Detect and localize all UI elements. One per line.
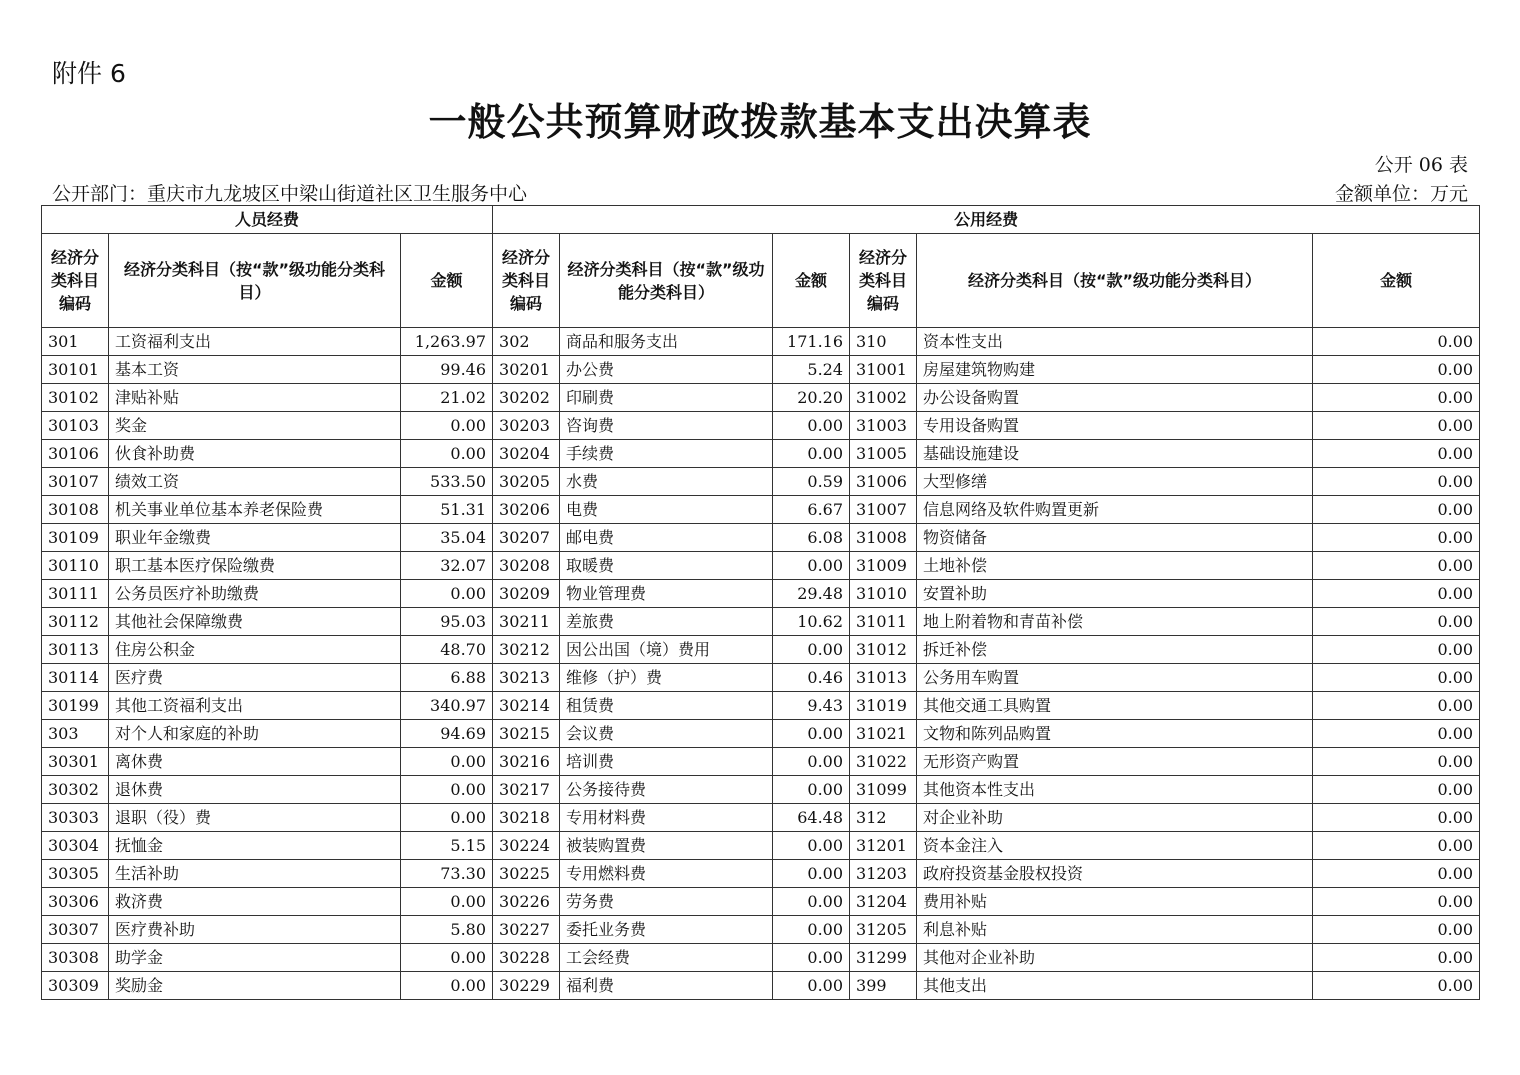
code-cell: 30111 [42,580,109,608]
name-cell: 安置补助 [917,580,1313,608]
code-cell: 31002 [850,384,917,412]
code-cell: 31012 [850,636,917,664]
code-cell: 31299 [850,944,917,972]
name-cell: 租赁费 [560,692,773,720]
amount-cell: 9.43 [773,692,850,720]
table-row [42,720,1480,748]
amount-cell: 0.00 [1313,412,1480,440]
name-cell: 公务用车购置 [917,664,1313,692]
name-cell: 邮电费 [560,524,773,552]
code-cell: 30206 [493,496,560,524]
code-cell: 30201 [493,356,560,384]
amount-cell: 0.00 [1313,944,1480,972]
amount-cell: 1,263.97 [401,328,493,356]
col-code-2-header: 经济分类科目编码 [493,234,560,328]
amount-cell: 0.00 [773,720,850,748]
name-cell: 电费 [560,496,773,524]
code-cell: 30211 [493,608,560,636]
name-cell: 抚恤金 [109,832,401,860]
name-cell: 公务员医疗补助缴费 [109,580,401,608]
name-cell: 咨询费 [560,412,773,440]
table-row [42,412,1480,440]
amount-cell: 0.00 [773,440,850,468]
amount-cell: 0.00 [1313,608,1480,636]
code-cell: 30209 [493,580,560,608]
amount-cell: 0.00 [773,944,850,972]
amount-cell: 0.00 [773,748,850,776]
code-cell: 30107 [42,468,109,496]
code-cell: 30204 [493,440,560,468]
col-amount-3-header: 金额 [1313,234,1480,328]
name-cell: 因公出国（境）费用 [560,636,773,664]
amount-cell: 340.97 [401,692,493,720]
name-cell: 公务接待费 [560,776,773,804]
code-cell: 30101 [42,356,109,384]
amount-cell: 0.00 [1313,776,1480,804]
name-cell: 资本金注入 [917,832,1313,860]
name-cell: 工会经费 [560,944,773,972]
amount-cell: 5.80 [401,916,493,944]
amount-cell: 0.00 [1313,888,1480,916]
code-cell: 30205 [493,468,560,496]
name-cell: 利息补贴 [917,916,1313,944]
amount-cell: 0.00 [401,748,493,776]
col-name-3-header: 经济分类科目（按“款”级功能分类科目） [917,234,1313,328]
code-cell: 31006 [850,468,917,496]
personnel-section-header: 人员经费 [42,206,493,234]
code-cell: 30217 [493,776,560,804]
amount-cell: 0.00 [1313,972,1480,1000]
code-cell: 30307 [42,916,109,944]
name-cell: 办公费 [560,356,773,384]
name-cell: 救济费 [109,888,401,916]
name-cell: 印刷费 [560,384,773,412]
code-cell: 31005 [850,440,917,468]
code-cell: 310 [850,328,917,356]
table-row [42,636,1480,664]
code-cell: 30112 [42,608,109,636]
code-cell: 31022 [850,748,917,776]
code-cell: 30110 [42,552,109,580]
name-cell: 专用设备购置 [917,412,1313,440]
table-row [42,328,1480,356]
name-cell: 离休费 [109,748,401,776]
name-cell: 津贴补贴 [109,384,401,412]
name-cell: 地上附着物和青苗补偿 [917,608,1313,636]
code-cell: 30108 [42,496,109,524]
code-cell: 30213 [493,664,560,692]
amount-cell: 0.00 [773,552,850,580]
col-amount-1-header: 金额 [401,234,493,328]
name-cell: 对企业补助 [917,804,1313,832]
table-row [42,552,1480,580]
name-cell: 大型修缮 [917,468,1313,496]
name-cell: 物资储备 [917,524,1313,552]
code-cell: 30202 [493,384,560,412]
code-cell: 30113 [42,636,109,664]
amount-cell: 0.00 [773,412,850,440]
name-cell: 拆迁补偿 [917,636,1313,664]
table-row [42,972,1480,1000]
form-number: 公开 06 表 [1374,154,1468,176]
col-amount-2-header: 金额 [773,234,850,328]
table-row [42,916,1480,944]
amount-cell: 0.00 [773,776,850,804]
code-cell: 31008 [850,524,917,552]
code-cell: 30306 [42,888,109,916]
amount-cell: 99.46 [401,356,493,384]
amount-unit-label: 金额单位：万元 [1334,183,1468,205]
name-cell: 土地补偿 [917,552,1313,580]
name-cell: 物业管理费 [560,580,773,608]
attachment-label: 附件 6 [52,59,126,88]
code-cell: 30227 [493,916,560,944]
amount-cell: 48.70 [401,636,493,664]
name-cell: 费用补贴 [917,888,1313,916]
code-cell: 31013 [850,664,917,692]
table-row [42,748,1480,776]
name-cell: 其他社会保障缴费 [109,608,401,636]
name-cell: 其他工资福利支出 [109,692,401,720]
code-cell: 30225 [493,860,560,888]
name-cell: 委托业务费 [560,916,773,944]
table-row [42,608,1480,636]
name-cell: 水费 [560,468,773,496]
amount-cell: 20.20 [773,384,850,412]
code-cell: 30106 [42,440,109,468]
amount-cell: 0.00 [1313,384,1480,412]
amount-cell: 6.67 [773,496,850,524]
code-cell: 30228 [493,944,560,972]
code-cell: 312 [850,804,917,832]
name-cell: 手续费 [560,440,773,468]
code-cell: 31204 [850,888,917,916]
table-row [42,524,1480,552]
amount-cell: 0.00 [1313,860,1480,888]
amount-cell: 0.59 [773,468,850,496]
amount-cell: 0.00 [773,832,850,860]
amount-cell: 0.00 [773,636,850,664]
amount-cell: 0.00 [1313,552,1480,580]
col-name-1-header: 经济分类科目（按“款”级功能分类科目） [109,234,401,328]
code-cell: 31007 [850,496,917,524]
name-cell: 无形资产购置 [917,748,1313,776]
code-cell: 31201 [850,832,917,860]
code-cell: 30301 [42,748,109,776]
code-cell: 399 [850,972,917,1000]
name-cell: 维修（护）费 [560,664,773,692]
code-cell: 30102 [42,384,109,412]
name-cell: 政府投资基金股权投资 [917,860,1313,888]
amount-cell: 0.00 [773,972,850,1000]
code-cell: 30212 [493,636,560,664]
amount-cell: 0.00 [1313,580,1480,608]
code-cell: 30214 [493,692,560,720]
table-row [42,776,1480,804]
amount-cell: 6.88 [401,664,493,692]
code-cell: 30302 [42,776,109,804]
col-code-1-header: 经济分类科目编码 [42,234,109,328]
table-row [42,440,1480,468]
code-cell: 31019 [850,692,917,720]
amount-cell: 0.00 [401,580,493,608]
code-cell: 31003 [850,412,917,440]
table-row [42,384,1480,412]
code-cell: 31001 [850,356,917,384]
code-cell: 31011 [850,608,917,636]
code-cell: 30207 [493,524,560,552]
public-section-header: 公用经费 [493,206,1480,234]
amount-cell: 0.00 [773,916,850,944]
amount-cell: 0.00 [401,944,493,972]
table-row [42,468,1480,496]
amount-cell: 0.00 [1313,692,1480,720]
amount-cell: 73.30 [401,860,493,888]
name-cell: 培训费 [560,748,773,776]
amount-cell: 0.00 [401,412,493,440]
table-body [42,328,1480,1000]
amount-cell: 0.00 [1313,328,1480,356]
name-cell: 差旅费 [560,608,773,636]
name-cell: 基础设施建设 [917,440,1313,468]
code-cell: 31203 [850,860,917,888]
name-cell: 助学金 [109,944,401,972]
name-cell: 专用燃料费 [560,860,773,888]
table-row [42,888,1480,916]
amount-cell: 64.48 [773,804,850,832]
code-cell: 30114 [42,664,109,692]
amount-cell: 5.15 [401,832,493,860]
col-code-3-header: 经济分类科目编码 [850,234,917,328]
name-cell: 取暖费 [560,552,773,580]
amount-cell: 0.00 [773,888,850,916]
name-cell: 奖励金 [109,972,401,1000]
code-cell: 31021 [850,720,917,748]
name-cell: 住房公积金 [109,636,401,664]
amount-cell: 0.00 [1313,720,1480,748]
table-row [42,860,1480,888]
name-cell: 劳务费 [560,888,773,916]
amount-cell: 171.16 [773,328,850,356]
amount-cell: 5.24 [773,356,850,384]
code-cell: 30305 [42,860,109,888]
amount-cell: 32.07 [401,552,493,580]
name-cell: 房屋建筑物购建 [917,356,1313,384]
name-cell: 退职（役）费 [109,804,401,832]
amount-cell: 0.00 [401,888,493,916]
code-cell: 30224 [493,832,560,860]
code-cell: 30303 [42,804,109,832]
expenditure-table [41,205,1480,1000]
name-cell: 被装购置费 [560,832,773,860]
amount-cell: 533.50 [401,468,493,496]
table-row [42,496,1480,524]
name-cell: 资本性支出 [917,328,1313,356]
amount-cell: 0.00 [1313,804,1480,832]
amount-cell: 10.62 [773,608,850,636]
col-name-2-header: 经济分类科目（按“款”级功能分类科目） [560,234,773,328]
code-cell: 302 [493,328,560,356]
name-cell: 职业年金缴费 [109,524,401,552]
table-row [42,944,1480,972]
name-cell: 伙食补助费 [109,440,401,468]
code-cell: 30199 [42,692,109,720]
amount-cell: 0.00 [1313,748,1480,776]
name-cell: 专用材料费 [560,804,773,832]
code-cell: 31010 [850,580,917,608]
amount-cell: 0.00 [401,804,493,832]
name-cell: 办公设备购置 [917,384,1313,412]
amount-cell: 0.00 [1313,916,1480,944]
amount-cell: 0.00 [401,776,493,804]
amount-cell: 0.00 [401,440,493,468]
amount-cell: 0.00 [401,972,493,1000]
name-cell: 对个人和家庭的补助 [109,720,401,748]
name-cell: 医疗费补助 [109,916,401,944]
name-cell: 信息网络及软件购置更新 [917,496,1313,524]
amount-cell: 0.00 [1313,832,1480,860]
name-cell: 其他对企业补助 [917,944,1313,972]
amount-cell: 51.31 [401,496,493,524]
name-cell: 基本工资 [109,356,401,384]
amount-cell: 21.02 [401,384,493,412]
name-cell: 生活补助 [109,860,401,888]
name-cell: 工资福利支出 [109,328,401,356]
name-cell: 会议费 [560,720,773,748]
amount-cell: 0.00 [1313,524,1480,552]
code-cell: 31205 [850,916,917,944]
code-cell: 30109 [42,524,109,552]
amount-cell: 0.00 [773,860,850,888]
amount-cell: 0.46 [773,664,850,692]
name-cell: 退休费 [109,776,401,804]
amount-cell: 95.03 [401,608,493,636]
code-cell: 30309 [42,972,109,1000]
code-cell: 30218 [493,804,560,832]
page-title: 一般公共预算财政拨款基本支出决算表 [428,99,1092,144]
table-row [42,356,1480,384]
amount-cell: 0.00 [1313,496,1480,524]
code-cell: 301 [42,328,109,356]
amount-cell: 29.48 [773,580,850,608]
code-cell: 31099 [850,776,917,804]
name-cell: 其他交通工具购置 [917,692,1313,720]
code-cell: 30226 [493,888,560,916]
amount-cell: 0.00 [1313,664,1480,692]
amount-cell: 0.00 [1313,440,1480,468]
name-cell: 机关事业单位基本养老保险费 [109,496,401,524]
name-cell: 其他资本性支出 [917,776,1313,804]
code-cell: 30304 [42,832,109,860]
table-row [42,580,1480,608]
name-cell: 福利费 [560,972,773,1000]
table-row [42,832,1480,860]
code-cell: 30215 [493,720,560,748]
code-cell: 31009 [850,552,917,580]
code-cell: 30208 [493,552,560,580]
name-cell: 职工基本医疗保险缴费 [109,552,401,580]
code-cell: 30229 [493,972,560,1000]
name-cell: 奖金 [109,412,401,440]
name-cell: 绩效工资 [109,468,401,496]
amount-cell: 0.00 [1313,636,1480,664]
code-cell: 30103 [42,412,109,440]
amount-cell: 94.69 [401,720,493,748]
table-row [42,664,1480,692]
code-cell: 30308 [42,944,109,972]
code-cell: 30216 [493,748,560,776]
amount-cell: 35.04 [401,524,493,552]
department-label: 公开部门：重庆市九龙坡区中梁山街道社区卫生服务中心 [52,183,528,205]
name-cell: 其他支出 [917,972,1313,1000]
name-cell: 文物和陈列品购置 [917,720,1313,748]
code-cell: 30203 [493,412,560,440]
code-cell: 303 [42,720,109,748]
amount-cell: 0.00 [1313,356,1480,384]
table-row [42,692,1480,720]
amount-cell: 6.08 [773,524,850,552]
name-cell: 商品和服务支出 [560,328,773,356]
table-row [42,804,1480,832]
name-cell: 医疗费 [109,664,401,692]
amount-cell: 0.00 [1313,468,1480,496]
